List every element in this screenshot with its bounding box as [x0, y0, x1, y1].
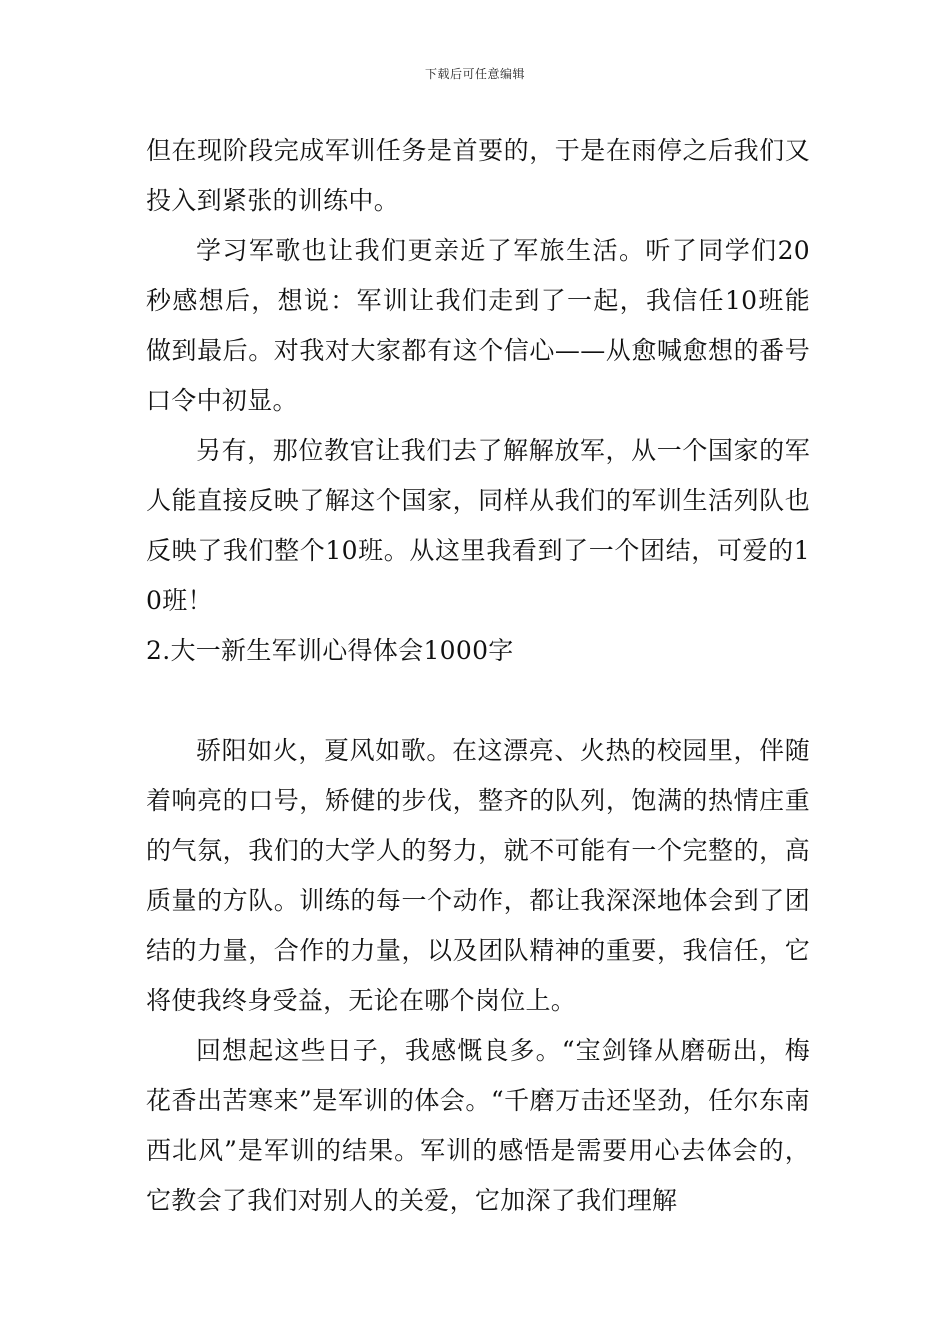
blank-line: [146, 676, 810, 726]
document-body: [146, 126, 810, 1226]
paragraph-recollection: 回想起这些日子，我感慨良多。“宝剑锋从磨砺出，梅花香出苦寒来”是军训的体会。“千磨万击还坚劲，任尔东南西北风”是军训的结果。军训的感悟是需要用心去体会的，它教会了我们对别人的关爱，它加深了我们理解: [146, 1036, 810, 1215]
paragraph-scorching-sun: 骄阳如火，夏风如歌。在这漂亮、火热的校园里，伴随着响亮的口号，矫健的步伐，整齐的队列，饱满的热情庄重的气氛，我们的大学人的努力，就不可能有一个完整的，高质量的方队。训练的每一个动作，都让我深深地体会到了团结的力量，合作的力量，以及团队精神的重要，我信任，它将使我终身受益，无论在哪个岗位上。: [146, 736, 810, 1015]
paragraph-military-songs: 学习军歌也让我们更亲近了军旅生活。听了同学们20秒感想后，想说：军训让我们走到了一起，我信任10班能做到最后。对我对大家都有这个信心——从愈喊愈想的番号口令中初显。: [146, 236, 810, 415]
section-heading: 2.大一新生军训心得体会1000字: [146, 636, 514, 665]
paragraph-instructor: 另有，那位教官让我们去了解解放军，从一个国家的军人能直接反映了解这个国家，同样从我们的军训生活列队也反映了我们整个10班。从这里我看到了一个团结，可爱的10班！: [146, 436, 810, 615]
paragraph-continued: 但在现阶段完成军训任务是首要的，于是在雨停之后我们又投入到紧张的训练中。: [146, 136, 810, 215]
page-header: 下载后可任意编辑: [424, 67, 525, 81]
